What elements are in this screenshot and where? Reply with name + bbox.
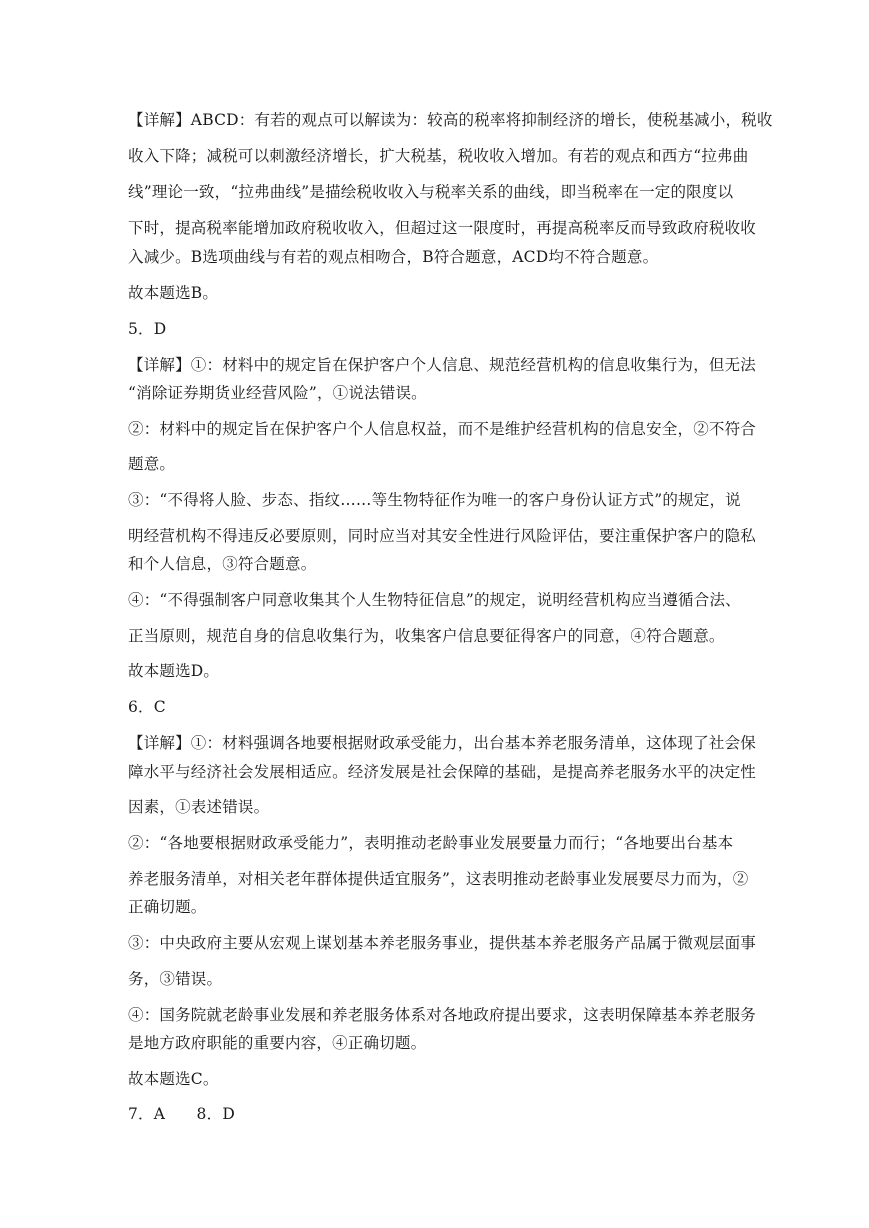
text-line: 题意。 bbox=[128, 455, 176, 473]
text-line: 收入下降；减税可以刺激经济增长，扩大税基，税收收入增加。有若的观点和西方“拉弗曲 bbox=[128, 147, 749, 165]
text-line: “消除证券期货业经营风险”，①说法错误。 bbox=[128, 384, 427, 402]
text-line: 明经营机构不得违反必要原则，同时应当对其安全性进行风险评估，要注重保护客户的隐私 bbox=[128, 527, 757, 545]
text-line: 【详解】①：材料中的规定旨在保护客户个人信息、规范经营机构的信息收集行为，但无法 bbox=[128, 356, 757, 374]
text-line: 务，③错误。 bbox=[128, 970, 223, 988]
question-answer: 6．C bbox=[128, 698, 166, 716]
text-line: ②：“各地要根据财政承受能力”，表明推动老龄事业发展要量力而行；“各地要出台基本 bbox=[128, 834, 734, 852]
text-line: ④：国务院就老龄事业发展和养老服务体系对各地政府提出要求，这表明保障基本养老服务 bbox=[128, 1006, 757, 1024]
text-line: 养老服务清单，对相关老年群体提供适宜服务”，这表明推动老龄事业发展要尽力而为，② bbox=[128, 870, 749, 888]
text-line: 正确切题。 bbox=[128, 898, 207, 916]
text-line: 入减少。B选项曲线与有若的观点相吻合，B符合题意，ACD均不符合题意。 bbox=[128, 248, 659, 266]
text-line: ③：“不得将人脸、步态、指纹……等生物特征作为唯一的客户身份认证方式”的规定，说 bbox=[128, 491, 741, 509]
text-line: 故本题选B。 bbox=[128, 284, 219, 302]
text-line: ④：“不得强制客户同意收集其个人生物特征信息”的规定，说明经营机构应当遵循合法、 bbox=[128, 591, 741, 609]
text-line: 下时，提高税率能增加政府税收收入，但超过这一限度时，再提高税率反而导致政府税收收 bbox=[128, 219, 757, 237]
text-line: 因素，①表述错误。 bbox=[128, 798, 270, 816]
question-answer: 7．A 8．D bbox=[128, 1105, 235, 1123]
text-line: 【详解】①：材料强调各地要根据财政承受能力，出台基本养老服务清单，这体现了社会保 bbox=[128, 734, 757, 752]
text-line: 正当原则，规范自身的信息收集行为，收集客户信息要征得客户的同意，④符合题意。 bbox=[128, 627, 725, 645]
question-answer: 5．D bbox=[128, 320, 167, 338]
text-line: 故本题选C。 bbox=[128, 1070, 219, 1088]
text-line: 和个人信息，③符合题意。 bbox=[128, 555, 317, 573]
text-line: 线”理论一致，“拉弗曲线”是描绘税收收入与税率关系的曲线，即当税率在一定的限度以 bbox=[128, 183, 734, 201]
text-line: ②：材料中的规定旨在保护客户个人信息权益，而不是维护经营机构的信息安全，②不符合 bbox=[128, 420, 757, 438]
text-line: 【详解】ABCD：有若的观点可以解读为：较高的税率将抑制经济的增长，使税基减小，税收 bbox=[128, 111, 773, 129]
text-line: ③：中央政府主要从宏观上谋划基本养老服务事业，提供基本养老服务产品属于微观层面事 bbox=[128, 934, 757, 952]
text-line: 故本题选D。 bbox=[128, 662, 220, 680]
text-line: 是地方政府职能的重要内容，④正确切题。 bbox=[128, 1034, 427, 1052]
text-line: 障水平与经济社会发展相适应。经济发展是社会保障的基础，是提高养老服务水平的决定性 bbox=[128, 763, 757, 781]
